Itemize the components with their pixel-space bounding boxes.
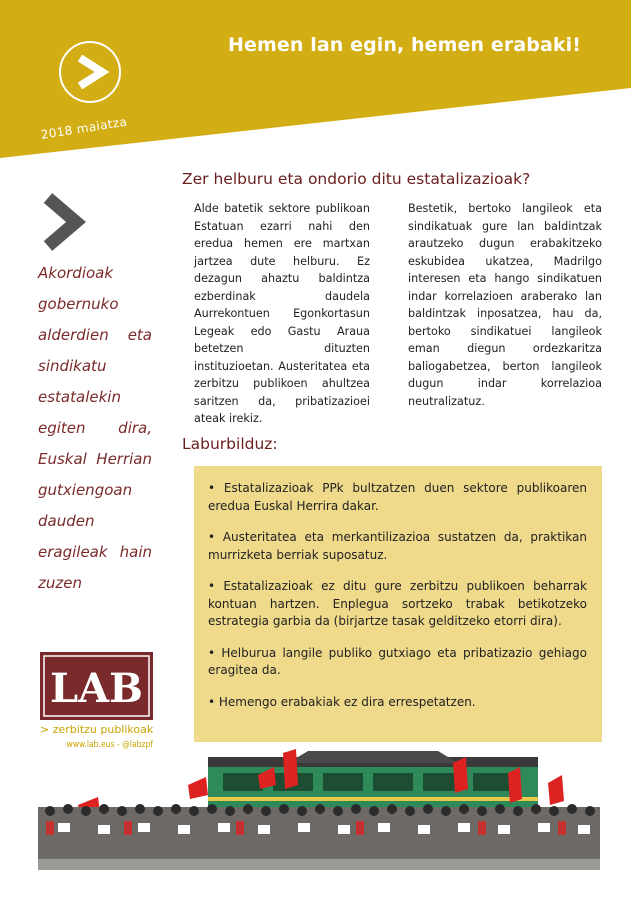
sidebar-web-link[interactable]: www.lab.eus - @labzpf (66, 740, 153, 750)
page-title: Hemen lan egin, hemen erabaki! (228, 34, 581, 56)
protest-photo (38, 745, 600, 870)
header-band (0, 0, 631, 160)
summary-title: Laburbilduz: (182, 435, 278, 453)
chevron-right-icon (40, 192, 90, 252)
lab-logo-text: LAB (50, 665, 143, 712)
summary-box (194, 466, 602, 742)
summary-item: • Estatalizazioak PPk bultzatzen duen sektore publikoaren eredua Euskal Herrira dakar. (208, 481, 587, 513)
summary-item: • Hemengo erabakiak ez dira errespetatzen. (208, 694, 476, 709)
lab-logo (40, 652, 153, 720)
summary-item: • Estatalizazioak ez ditu gure zerbitzu publikoen beharrak kontuan hartzen. Enplegua sortzeko trabak betikotzeko estrategia garbia da (birjartze tasak gelditzeko etorri dira). (208, 579, 587, 628)
body-column-left: Alde batetik sektore publikoan Estatuan ezarri nahi den eredua hemen ere martxan jartzea dute helburu. Ez dezagun ahaztu baldintza ezberdinak daudela Aurrekontuen Egonkortasun Legeak edo Gastu Araua betetzen dituzten instituzioetan. Austeritatea eta zerbitzu publikoen ahultzea saritzen da, pribatizazioei ateak irekiz. (194, 202, 370, 425)
brand-arrow-logo (58, 40, 122, 104)
sidebar-quote: Akordioak gobernuko alderdien eta sindikatu estatalekin egiten dira, Euskal Herrian gutxiengoan dauden eragileak hain zuzen (38, 264, 152, 592)
body-column-right: Bestetik, bertoko langileok eta sindikatuak gure lan baldintzak arautzeko dugun erabakitzeko eskubidea ukatzea, Madrilgo interesen eta hango sindikatuen indar korrelazioen araberako lan baldintzak inposatzea, hau da, bertoko sindikatuei langileok eman diegun ordezkaritza baliogabetzea, berton langileok dugun indar korrelazioa neutralizatuz. (408, 202, 602, 408)
issue-date: 2018 maiatza (39, 114, 129, 142)
section-title: Zer helburu eta ondorio ditu estatalizazioak? (182, 170, 531, 188)
summary-item: • Austeritatea eta merkantilizazioa sustatzen da, praktikan murrizketa berriak suposatuz. (208, 530, 587, 562)
sidebar-tagline: > zerbitzu publikoak (40, 723, 154, 736)
summary-item: • Helburua langile publiko gutxiago eta pribatizazio gehiago eragitea da. (208, 645, 587, 677)
